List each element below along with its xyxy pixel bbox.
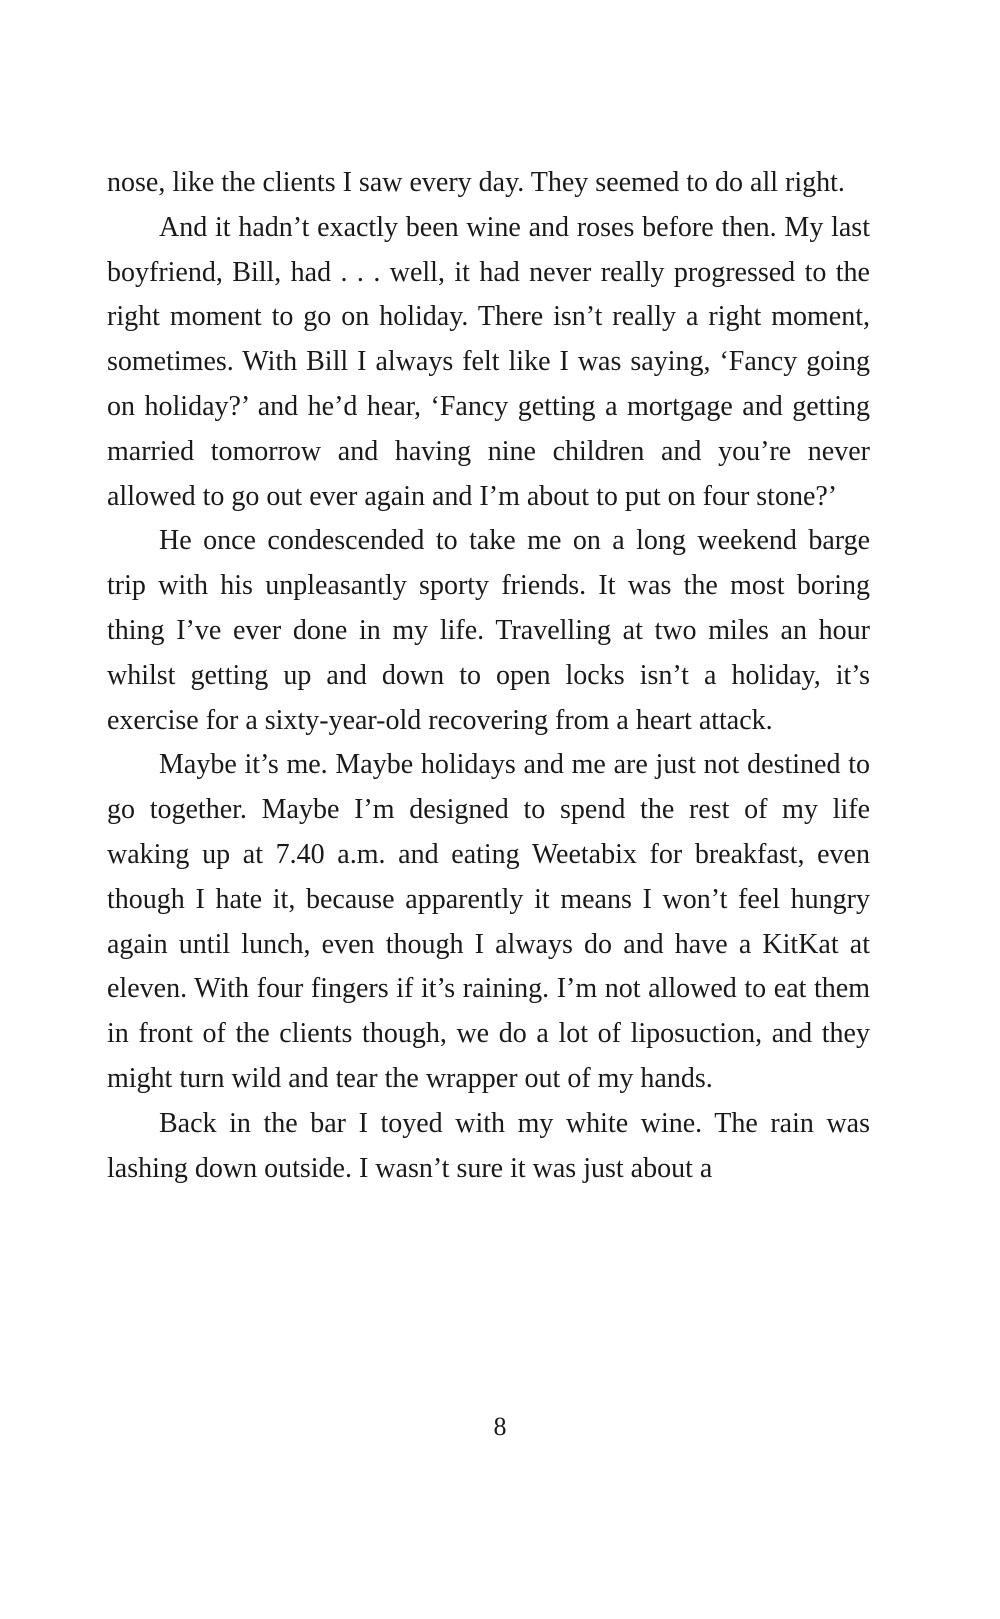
page-number: 8 [493, 1412, 507, 1441]
paragraph-2: And it hadn’t exactly been wine and roses before then. My last boyfriend, Bill, had . . . well, it had never really progressed to the right moment to go on holiday. There isn’t really a right moment, sometimes. With Bill I always felt like I was saying, ‘Fancy going on holiday?’ and he’d hear, ‘Fancy getting a mortgage and getting married tomorrow and having nine children and you’re never allowed to go out ever again and I’m about to put on four stone?’ [107, 211, 870, 512]
paragraph-1: nose, like the clients I saw every day. They seemed to do all right. [107, 167, 845, 198]
paragraph-4: Maybe it’s me. Maybe holidays and me are just not destined to go together. Maybe I’m designed to spend the rest of my life waking up at 7.40 a.m. and eating Weetabix for breakfast, even though I hate it, because apparently it means I won’t feel hungry again until lunch, even though I always do and have a KitKat at eleven. With four fingers if it’s raining. I’m not allowed to eat them in front of the clients though, we do a lot of liposuction, and they might turn wild and tear the wrapper out of my hands. [107, 749, 870, 1094]
paragraph-3: He once condescended to take me on a long weekend barge trip with his unpleasantly sporty friends. It was the most boring thing I’ve ever done in my life. Travelling at two miles an hour whilst getting up and down to open locks isn’t a holiday, it’s exercise for a sixty-year-old recovering from a heart attack. [107, 525, 870, 736]
paragraph-5: Back in the bar I toyed with my white wine. The rain was lashing down outside. I wasn’t sure it was just about a [107, 1107, 870, 1184]
body-text [107, 161, 870, 1191]
